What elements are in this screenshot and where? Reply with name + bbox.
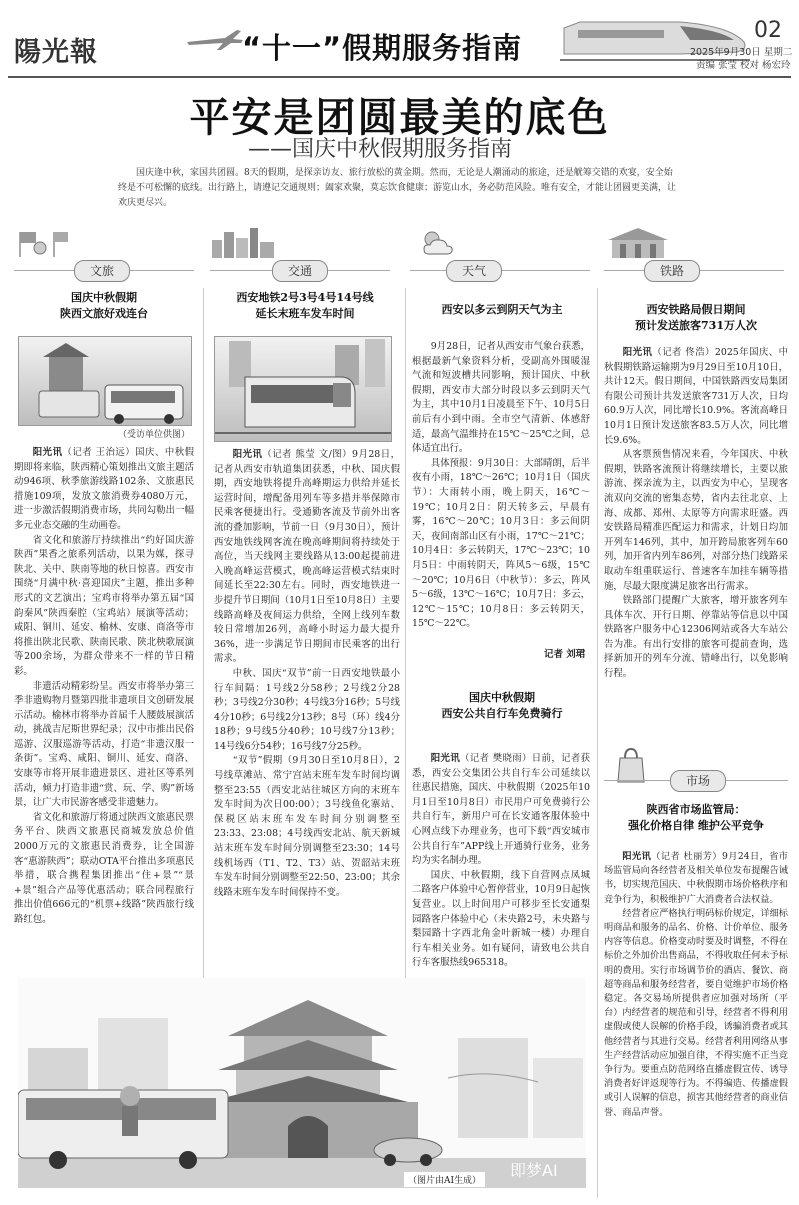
culture-headline: 国庆中秋假期 陕西文旅好戏连台 bbox=[60, 291, 148, 320]
main-headline: 平安是团圆最美的底色 bbox=[189, 95, 610, 141]
sub-headline: ——国庆中秋假期服务指南 bbox=[248, 137, 513, 162]
railway-badge: 铁路 bbox=[644, 260, 700, 282]
bike-headline: 国庆中秋假期 西安公共自行车免费骑行 bbox=[441, 691, 563, 720]
traffic-article: 阳光讯（记者 熊莹 文/图）9月28日，记者从西安市轨道集团获悉，中秋、国庆假期，西安地铁将提升高峰期运力供给并延长运营时间，增配备用列车等多措并举保障市民乘客便捷出行。受通勤客流及节前外出客流的叠加影响，节前一日（9月30日），预计西安地铁线网客流在晚高峰期间将持续处于高位，当天线网主要线路从13:00起提前进入晚高峰运营模式，晚高峰运营模式结束时间延长至22:30左右。同时，西安地铁进一步提升节日期间（10月1日至10月8日）主要线路高峰及夜间运力供给，全网上线列车数较日常增加26列，高峰小时运力最大提升36%，进一步满足节日期间市民乘客的出行需求。 中秋、国庆“双节”前一日西安地铁最小行车间隔：1号线2分58秒；2号线2分28秒；3号线2分30秒；4号线3分16秒；5号线4分10秒；6号线2分13秒；8号（环）线4分18秒；9号线5分40秒；10号线7分13秒；14号线6分54秒；16号线7分25秒。 “双节”假期（9月30日至10月8日），2号线草滩站、常宁宫站末班车发车时间均调整至23:55（西安北站往城区方向的末班车发车时间为次日00:00）；3号线鱼化寨站、保税区站末班车发车时间分别调整至23:33、23:08；4号线西安北站、航天新城站末班车发车时间分别调整至23:30；14号线机场西（T1、T2、T3）站、贺韶站末班车发车时间分别调整至22:50、23:00；其余线路末班车发车时间保持不变。 bbox=[214, 449, 400, 898]
bike-article: 阳光讯（记者 樊晓雨）日前，记者获悉，西安公交集团公共自行车公司延续以往惠民措施，国庆、中秋假期（2025年10月1日至10月8日）市民用户可免费骑行公共自行车，新用户可在长安通客服体验中心网点线下办理业务，也可下载“西安城市公共自行车”APP线上开通骑行业务，业务均为实名制办理。 国庆、中秋假期，线下自营网点凤城二路客户体验中心暂停营业，10月9日起恢复营业。以上时间用户可移步至长安通梨园路客户体验中心（未央路2号，未央路与梨园路十字西北角金叶新城一楼）办理自行车相关业务。如有疑问，请致电公共自行车客服热线965318。 bbox=[412, 753, 590, 969]
byline: 阳光讯 bbox=[32, 447, 63, 458]
page-number: 02 bbox=[754, 18, 782, 43]
byline: 阳光讯 bbox=[232, 449, 263, 460]
market-headline: 陕西省市场监管局： 强化价格自律 维护公平竞争 bbox=[628, 803, 764, 832]
ai-brand-watermark: 即梦AI bbox=[510, 1161, 558, 1180]
railway-article: 阳光讯（记者 佟浩）2025年国庆、中秋假期铁路运输期为9月29日至10月10日，共计12天。假日期间，中国铁路西安局集团有限公司预计共发送旅客731万人次，日均60.9万人次，同比增长10.9%。客流高峰日10月1日预计发送旅客83.5万人次，同比增长9.6%。 从客票预售情况来看，今年国庆、中秋假期，铁路客流预计将继续增长，主要以旅游流、探亲流为主，以西安为中心，呈现客流双向交流的密集态势，省内去往北京、上海、成都、郑州、太原等方向需求旺盛。西安铁路局精准匹配运力和需求，计划日均加开列车146列，其中，加开跨局旅客列车60列，加开省内列车86列，对部分热门线路采取动车组重联运行、普速客车加挂车辆等措施，尽最大限度满足旅客出行需求。 铁路部门提醒广大旅客，增开旅客列车具体车次、开行日期、停靠站等信息以中国铁路客户服务中心12306网站或各大车站公告为准。有出行安排的旅客可提前查询，选择新加开的列车分流、错峰出行，以免影响行程。 bbox=[604, 347, 788, 680]
city-skyline-icon bbox=[210, 226, 276, 258]
illustration-caption: （图片由AI生成） bbox=[404, 1172, 485, 1187]
editors-credit: 责编 张莹 校对 杨宏玲 bbox=[696, 60, 791, 71]
railway-headline: 西安铁路局假日期间 预计发送旅客731万人次 bbox=[635, 303, 757, 332]
traffic-headline: 西安地铁2号3号4号14号线 延长末班车发车时间 bbox=[236, 291, 374, 320]
weather-article: 9月28日，记者从西安市气象台获悉，根据最新气象资料分析，受副高外围暖湿气流和短波槽共同影响，预计国庆、中秋假期，西安市大部分时段以多云到阴天气为主，其中10月1日凌晨至下午、10月5日前后有小到中雨。全市空气清新、体感舒适，最高气温维持在15℃～25℃之间，总体适宜出行。 具体预报：9月30日：大部晴朗，后半夜有小雨，18℃～26℃；10月1日（国庆节）：大雨转小雨，晚上阴天，16℃～19℃；10月2日：阴天转多云，早晨有雾，16℃～20℃；10月3日：多云间阴天，夜间南部山区有小雨，17℃～21℃；10月4日：多云转阴天，17℃～23℃；10月5日：中雨转阴天，阵风5～6级，15℃～20℃；10月6日（中秋节）：多云，阵风5～6级，13℃～16℃；10月7日：多云，12℃～15℃；10月8日：多云转阴天，15℃～22℃。 bbox=[412, 341, 590, 630]
metro-train-photo bbox=[214, 336, 392, 442]
market-article: 阳光讯（记者 杜丽芳）9月24日，省市场监管局向各经营者及相关单位发布提醒告诫书，切实规范国庆、中秋假期市场价格秩序和竞争行为，积极维护广大消费者合法权益。 经营者应严格执行明码标价规定，详细标明商品和服务的品名、价格、计价单位、服务内容等信息。价格变动时要及时调整，不得在标价之外加价出售商品，不得收取任何未予标明的费用。实行市场调节价的酒店、餐饮、商超等商品和服务经营者，要自觉维护市场价格稳定。各交易场所提供者应加强对场所（平台）内经营者的规范和引导，经营者不得利用虚假或使人误解的价格手段，诱骗消费者或其他经营者与其进行交易。经营者利用网络从事生产经营活动应加强自律，不得实施不正当竞争行为。要重点防范网络直播虚假宣传、诱导消费者好评返现等行为。不得编造、传播虚假或引人误解的信息，损害其他经营者的商业信誉、商品声誉。 bbox=[604, 851, 788, 1118]
partly-cloudy-icon bbox=[420, 228, 456, 258]
weather-headline: 西安以多云到阴天气为主 bbox=[441, 303, 563, 316]
culture-article: 阳光讯（记者 王治远）国庆、中秋假期即将来临，陕西精心策划推出文旅主题活动946项、秋季旅游线路102条、文旅惠民措施109项，发放文旅消费券4080万元，进一步激活假期消费市场，共同勾勒出一幅多元业态交融的生动画卷。 省文化和旅游厅持续推出“约好国庆游陕西”果香之旅系列活动，以果为媒，探寻陕北、关中、陕南等地的秋日惊喜。西安市围绕“月满中秋·喜迎国庆”主题，推出多种形式的文艺演出；宝鸡市将举办第五届“国韵秦风”陕西秦腔（宝鸡站）展演等活动；咸阳、铜川、延安、榆林、安康、商洛等市将推出陕北民歌、陕南民歌、陕北秧歌展演等200余场，为群众带来不一样的节日精彩。 非遗活动精彩纷呈。西安市将举办第三季非遗购物月暨第四批非遗项目文创研发展示活动。榆林市将举办首届千人腰鼓展演活动，挑战吉尼斯世界纪录；汉中市推出民俗巡游、汉服巡游等活动，打造“非遗汉服一条街”。宝鸡、咸阳、铜川、延安、商洛、安康等市将开展非遗进景区、进社区等系列活动，倾力打造非遗“赏、玩、学、购”新场景，让广大市民游客感受非遗魅力。 省文化和旅游厅将通过陕西文旅惠民票务平台、陕西文旅惠民商城发放总价值2000万元的文旅惠民消费券，让全国游客“惠游陕西”；联动OTA平台推出多项惠民举措，联合携程集团推出“住+景”“景+景”组合产品等优惠活动；联合同程旅行推出价值666元的“机票+线路”陕西旅行线路红包。 bbox=[14, 447, 194, 925]
byline: 阳光讯 bbox=[622, 347, 653, 358]
newspaper-logo: 陽光報 bbox=[14, 37, 98, 68]
bell-tower-bus-photo bbox=[18, 336, 192, 426]
header-rule bbox=[8, 76, 791, 78]
byline: 阳光讯 bbox=[622, 851, 652, 862]
shopping-bag-icon bbox=[614, 746, 648, 784]
byline: 阳光讯 bbox=[430, 753, 461, 764]
traffic-badge: 交通 bbox=[272, 260, 328, 282]
weather-reporter: 记者 刘珺 bbox=[544, 649, 586, 660]
issue-date: 2025年9月30日 星期二 bbox=[690, 47, 793, 58]
bell-tower-illustration bbox=[18, 978, 586, 1188]
airplane-icon bbox=[185, 26, 245, 52]
lead-paragraph: 国庆逢中秋，家国共团圆。8天的假期，是探亲访友、旅行放松的黄金期。然而，无论是人潮涌动的旅途，还是觥筹交错的欢宴，安全始终是不可松懈的底线。出行路上，请遵记交通规则；阖家欢聚，莫忘饮食健康；游览山水，务必防范风险。唯有安全，才能让团圆更美满，让欢庆更尽兴。 bbox=[118, 168, 677, 208]
culture-badge: 文旅 bbox=[74, 260, 130, 282]
railway-building-icon bbox=[604, 226, 672, 258]
photo-caption: （受访单位供图） bbox=[118, 430, 191, 440]
flags-icon bbox=[14, 228, 70, 258]
market-badge: 市场 bbox=[670, 770, 726, 792]
weather-badge: 天气 bbox=[446, 260, 502, 282]
section-title: “十一”假期服务指南 bbox=[242, 31, 523, 65]
